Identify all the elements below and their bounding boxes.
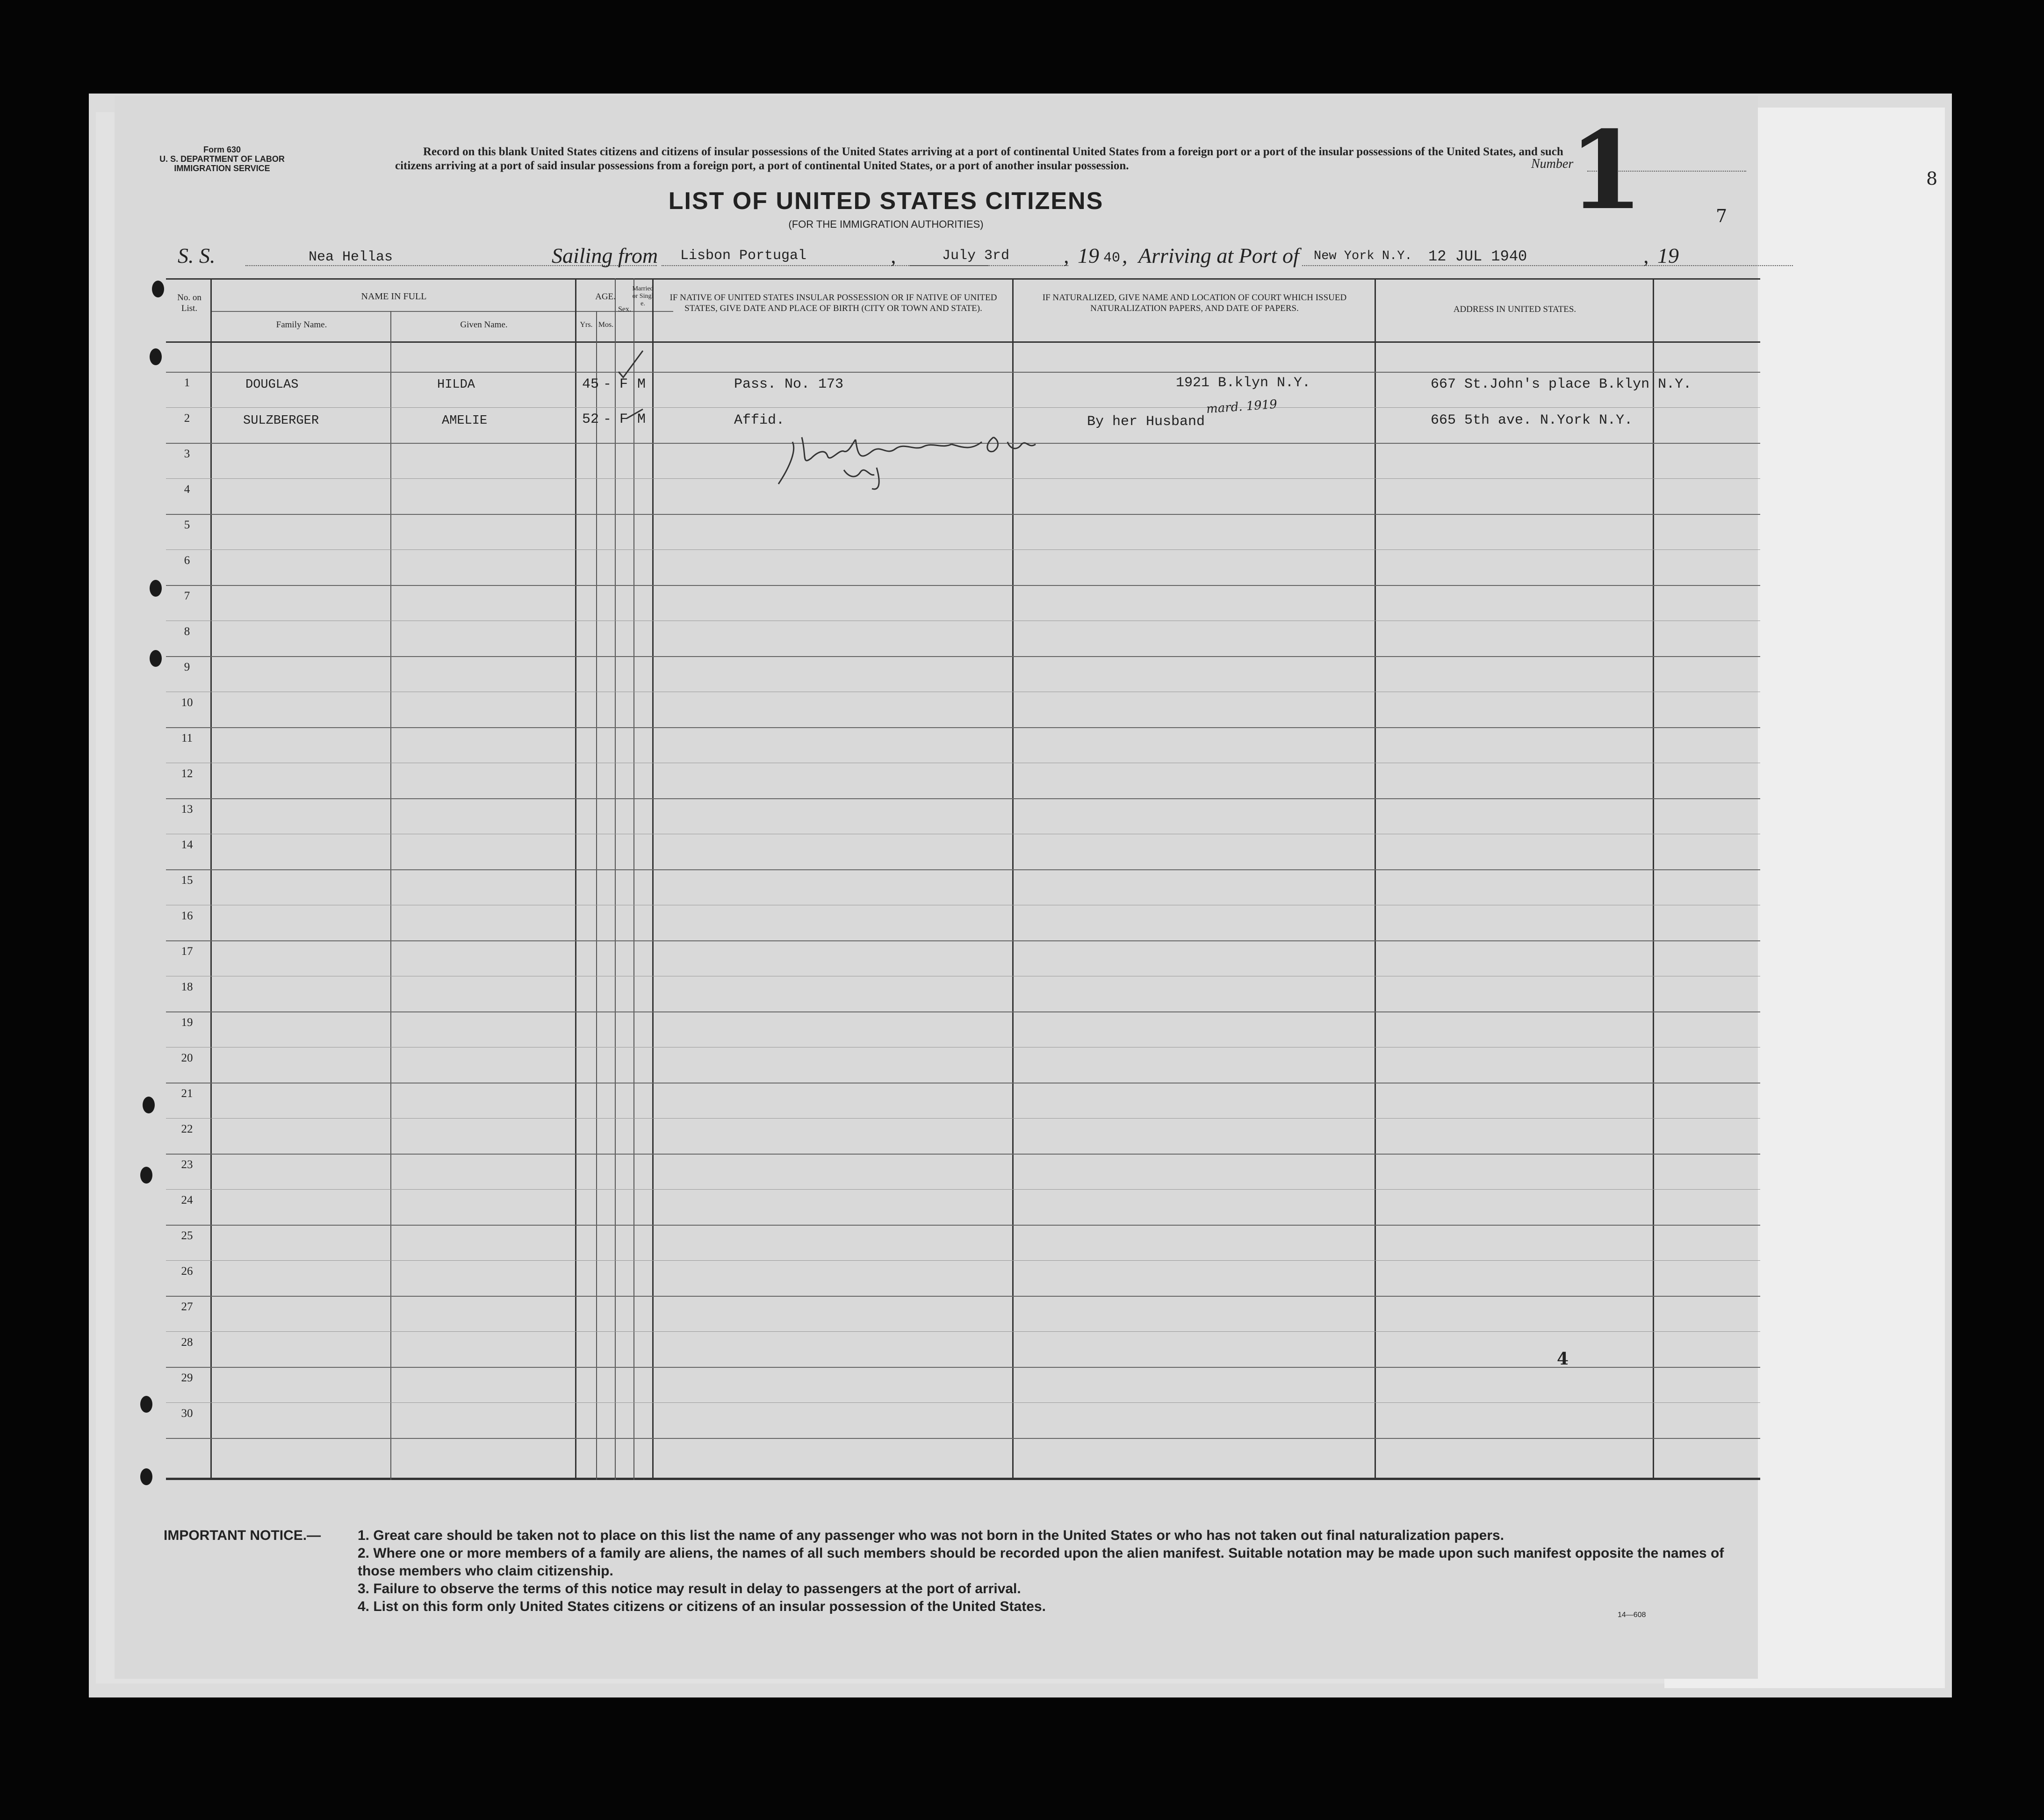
row-rule [166,1438,1760,1439]
row-rule [166,1011,1760,1012]
page-title: LIST OF UNITED STATES CITIZENS [668,188,1104,215]
row26-mark: 4 [1557,1349,1569,1369]
row2-address: 665 5th ave. N.York N.Y. [1431,412,1633,428]
row-number: 6 [184,554,190,567]
arriving-label: Arriving at Port of [1138,244,1299,267]
row-number: 2 [184,412,190,425]
col-line [210,278,212,1480]
row1-family-name: DOUGLAS [245,378,299,392]
col-line [575,278,576,1480]
row-number: 18 [181,981,193,993]
col-header-no: No. on List. [177,293,202,313]
row-number: 26 [181,1265,193,1278]
row2-family-name: SULZBERGER [243,414,319,428]
date-line [909,265,1068,266]
sailing-label: Sailing from [552,244,658,267]
row-number: 24 [181,1194,193,1206]
punch-hole [150,348,162,365]
row-rule [166,1118,1760,1119]
row-number: 9 [184,661,190,673]
row2-given-name: AMELIE [442,414,488,428]
notice-item-3: 3. Failure to observe the terms of this notice may result in delay to passengers at the port of arrival. [358,1581,1021,1596]
row2-sex: F [619,412,628,427]
form-number: Form 630 [203,145,241,154]
service-name: IMMIGRATION SERVICE [174,164,270,173]
row-rule [166,798,1760,799]
form-code: 14—608 [1618,1611,1646,1619]
name-subheader-rule [210,311,673,312]
notice-item-4: 4. List on this form only United States citizens or citizens of an insular possession of the United States. [358,1599,1046,1614]
marriage-annotation: mard. 1919 [1206,397,1278,417]
port-line [1302,265,1793,266]
record-instruction: Record on this blank United States citizens and citizens of insular possessions of the United States arriving at a port of continental United States from a foreign port or a port of the insular possessions of the United States, and such citizens arriving at a port of said insular possessions from a foreign port, a port of continental United States, or a port of another insular possession. [395,145,1563,172]
row-rule [166,549,1760,550]
row-number: 20 [181,1052,193,1064]
row2-age-months: - [603,412,612,427]
ship-name: Nea Hellas [309,249,393,265]
punch-hole [140,1167,152,1184]
comma: , [891,244,896,267]
arrival-port: New York N.Y. [1314,249,1412,263]
table-header-rule [166,341,1760,343]
row-rule [166,372,1760,373]
sailing-from: Lisbon Portugal [680,248,807,264]
punch-hole [140,1396,152,1413]
row-rule [166,1296,1760,1297]
punch-hole [143,1097,155,1113]
comma: , [1122,244,1128,267]
row2-marital-status: M [637,412,646,427]
row-number: 21 [181,1087,193,1100]
row-number: 17 [181,945,193,958]
row1-marital-status: M [637,376,646,392]
row1-sex: F [619,376,628,392]
table-top-rule [166,278,1760,280]
row-rule [166,727,1760,728]
row-rule [166,514,1760,515]
row-rule [166,656,1760,657]
year-prefix: 19 [1078,244,1099,267]
row-number: 3 [184,448,190,460]
col-header-birth: IF NATIVE OF UNITED STATES INSULAR POSSESSION OR IF NATIVE OF UNITED STATES, GIVE DATE AND PLACE OF BIRTH (CITY OR TOWN AND STATE). [669,293,997,313]
col-header-sex: Sex. [618,305,631,313]
row-number: 4 [184,483,190,496]
row-rule [166,1402,1760,1403]
col-header-married: Married or Single. [632,285,654,307]
ss-label: S. S. [178,244,216,267]
punch-hole [150,580,162,597]
row-rule [166,1225,1760,1226]
page-subtitle: (FOR THE IMMIGRATION AUTHORITIES) [788,218,984,230]
row-number: 1 [184,376,190,389]
list-number: 1 [1569,108,1644,234]
col-header-given: Given Name. [460,320,508,330]
row-rule [166,1367,1760,1368]
col-header-age: AGE. [595,292,616,302]
row-rule [166,1331,1760,1332]
row1-given-name: HILDA [437,378,475,392]
form-number-block [152,145,292,173]
col-line [615,278,616,1480]
col-header-family: Family Name. [276,320,327,330]
col-header-name: NAME IN FULL [361,291,427,302]
margin-number-8: 8 [1926,168,1938,189]
row-rule [166,1189,1760,1190]
punch-hole [150,650,162,667]
arrival-stamp: 12 JUL 1940 [1428,248,1527,265]
col-header-address: ADDRESS IN UNITED STATES. [1453,304,1576,314]
row-number: 10 [181,696,193,709]
row-rule [166,1154,1760,1155]
notice-item-1: 1. Great care should be taken not to place on this list the name of any passenger who was not born in the United States or who has not taken out final naturalization papers. [358,1528,1504,1543]
row-number: 12 [181,767,193,780]
inspector-signature [774,423,1078,493]
row-number: 27 [181,1300,193,1313]
row2-naturalization: By her Husband [1087,414,1205,430]
number-label: Number [1531,157,1574,171]
row-rule [166,869,1760,870]
col-line [390,311,391,1480]
row-number: 22 [181,1123,193,1135]
department-name: U. S. DEPARTMENT OF LABOR [159,154,285,164]
col-line [596,311,597,1480]
check-marks [615,348,666,428]
col-header-mos: Mos. [598,321,614,329]
trailing-year: 19 [1657,244,1679,267]
col-line [1375,278,1376,1480]
comma: , [1643,244,1649,267]
row-number: 5 [184,519,190,531]
row-number: 25 [181,1229,193,1242]
comma: , [1064,244,1069,267]
punch-hole [152,281,164,297]
row-number: 11 [181,732,193,744]
row-number: 7 [184,590,190,602]
row2-birth-info: Affid. [734,412,785,428]
row1-age-years: 45 [582,376,599,392]
table-bottom-rule [166,1478,1760,1480]
row-number: 13 [181,803,193,816]
notice-item-2: 2. Where one or more members of a family are aliens, the names of all such members should be recorded upon the alien manifest. Suitable notation may be made upon such manifest opposite the names of those members who claim citizenship. [358,1546,1724,1579]
row-number: 30 [181,1407,193,1420]
row-number: 16 [181,910,193,922]
row1-age-months: - [603,376,612,392]
row-rule [166,940,1760,941]
row-number: 8 [184,625,190,638]
row-number: 14 [181,838,193,851]
row2-age-years: 52 [582,412,599,427]
row-number: 15 [181,874,193,887]
col-header-yrs: Yrs. [580,321,593,329]
year-suffix: 40 [1103,250,1121,266]
sailing-date: July 3rd [942,248,1010,264]
notice-lead: IMPORTANT NOTICE.— [164,1528,321,1543]
row-number: 23 [181,1158,193,1171]
manifest-sheet [115,96,1938,1679]
col-line [652,278,654,1480]
row-number: 29 [181,1372,193,1384]
row-rule [166,585,1760,586]
row-number: 19 [181,1016,193,1029]
row1-address: 667 St.John's place B.klyn N.Y. [1431,376,1692,392]
row1-naturalization: 1921 B.klyn N.Y. [1176,375,1311,391]
col-line [633,278,634,1480]
col-header-naturalized: IF NATURALIZED, GIVE NAME AND LOCATION OF COURT WHICH ISSUED NATURALIZATION PAPERS, AND DATE OF PAPERS. [1042,293,1347,313]
punch-hole [140,1468,152,1485]
col-line [1653,278,1654,1480]
margin-number-7: 7 [1716,206,1727,226]
row-rule [166,1260,1760,1261]
row1-birth-info: Pass. No. 173 [734,376,844,392]
row-rule [166,407,1760,408]
row-number: 28 [181,1336,193,1349]
